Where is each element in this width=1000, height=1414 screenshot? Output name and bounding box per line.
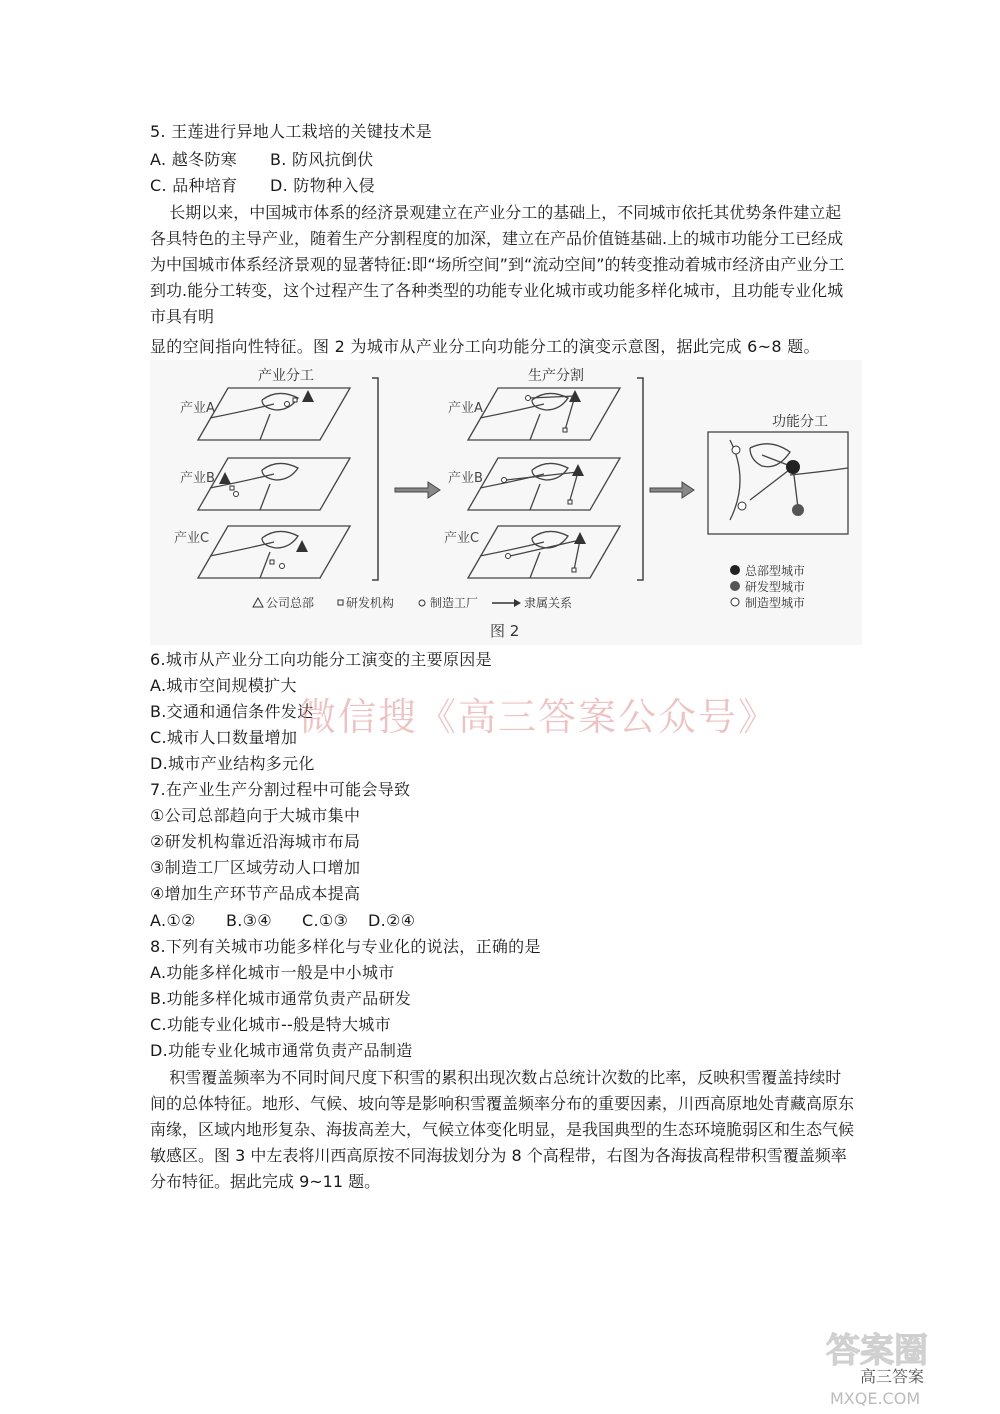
q5-option-c: C. 品种培育 [150, 176, 238, 195]
industry-b-label-mid: 产业B [448, 471, 483, 486]
q8-stem: 8.下列有关城市功能多样化与专业化的说法，正确的是 [150, 937, 541, 956]
q5-options-row1 [150, 150, 374, 170]
corner-logo [820, 1318, 980, 1408]
q5-stem: 5. 王莲进行异地人工栽培的关键技术是 [150, 122, 433, 141]
q5-option-a: A. 越冬防寒 [150, 150, 237, 169]
passage-2 [150, 1065, 856, 1195]
passage-1-last-line: 显的空间指向性特征。图 2 为城市从产业分工向功能分工的演变示意图，据此完成 6~8 题。 [150, 337, 820, 356]
legend-link: 隶属关系 [524, 596, 573, 610]
q7-option-b: B.③④ [226, 911, 272, 930]
passage-1 [150, 200, 856, 330]
q8-option-d: D.功能专业化城市通常负责产品制造 [150, 1041, 413, 1060]
watermark: 微信搜《高三答案公众号》 [298, 695, 779, 739]
industry-b-label-left: 产业B [180, 471, 215, 486]
q5-options-row2 [150, 176, 375, 196]
q6-option-a: A.城市空间规模扩大 [150, 676, 297, 695]
q7-statement-2: ②研发机构靠近沿海城市布局 [150, 832, 361, 851]
legend-mfg-city: 制造型城市 [745, 596, 806, 610]
industry-a-label-mid: 产业A [448, 401, 483, 416]
figure-2 [150, 360, 862, 645]
industry-c-label-mid: 产业C [444, 531, 480, 546]
industry-c-label-left: 产业C [174, 531, 210, 546]
q7-option-d: D.②④ [368, 911, 416, 930]
legend-rd: 研发机构 [346, 596, 395, 610]
q6-option-d: D.城市产业结构多元化 [150, 754, 315, 773]
figure-caption: 图 2 [490, 622, 520, 640]
logo-url: MXQE.COM [830, 1389, 921, 1408]
legend-factory: 制造工厂 [430, 596, 479, 610]
legend-hq-city: 总部型城市 [745, 564, 806, 578]
q6-stem: 6.城市从产业分工向功能分工演变的主要原因是 [150, 650, 492, 669]
logo-sub: 高三答案 [860, 1367, 925, 1386]
q7-statement-1: ①公司总部趋向于大城市集中 [150, 806, 361, 825]
q7-stem: 7.在产业生产分割过程中可能会导致 [150, 780, 411, 799]
fig-title-mid: 生产分割 [528, 368, 584, 384]
legend-hq: 公司总部 [266, 596, 315, 610]
industry-a-label-left: 产业A [180, 401, 215, 416]
q7-statement-3: ③制造工厂区域劳动人口增加 [150, 858, 361, 877]
passage-1-text: 长期以来，中国城市体系的经济景观建立在产业分工的基础上，不同城市依托其优势条件建立起各具特色的主导产业，随着生产分割程度的加深，建立在产品价值链基础.上的城市功能分工已经成为中国城市体系经济景观的显著特征:即“场所空间”到“流动空间”的转变推动着城市经济由产业分工到功.能分工转变，这个过程产生了各种类型的功能专业化城市或功能多样化城市，且功能专业化城市具有明 [150, 203, 845, 326]
logo-main: 答案圈 [826, 1331, 928, 1371]
q8-option-c: C.功能专业化城市--般是特大城市 [150, 1015, 391, 1034]
q8-option-b: B.功能多样化城市通常负责产品研发 [150, 989, 412, 1008]
q5-option-d: D. 防物种入侵 [270, 176, 375, 195]
fig-title-right: 功能分工 [772, 414, 828, 430]
q7-statement-4: ④增加生产环节产品成本提高 [150, 884, 361, 903]
q7-option-c: C.①③ [302, 911, 349, 930]
fig-title-left: 产业分工 [258, 368, 314, 384]
legend-rd-city: 研发型城市 [745, 580, 806, 594]
q7-options [150, 911, 415, 931]
q6-option-b: B.交通和通信条件发达 [150, 702, 314, 721]
q8-option-a: A.功能多样化城市一般是中小城市 [150, 963, 395, 982]
q6-option-c: C.城市人口数量增加 [150, 728, 298, 747]
q5-option-b: B. 防风抗倒伏 [270, 150, 374, 169]
q7-option-a: A.①② [150, 911, 196, 930]
passage-2-text: 积雪覆盖频率为不同时间尺度下积雪的累积出现次数占总统计次数的比率，反映积雪覆盖持续时间的总体特征。地形、气候、坡向等是影响积雪覆盖频率分布的重要因素，川西高原地处青藏高原东南缘，区域内地形复杂、海拔高差大，气候立体变化明显，是我国典型的生态环境脆弱区和生态气候敏感区。图 3 中左表将川西高原按不同海拔划分为 8 个高程带，右图为各海拔高程带积雪覆盖频率分布特征。据此完成 9~11 题。 [150, 1068, 855, 1191]
